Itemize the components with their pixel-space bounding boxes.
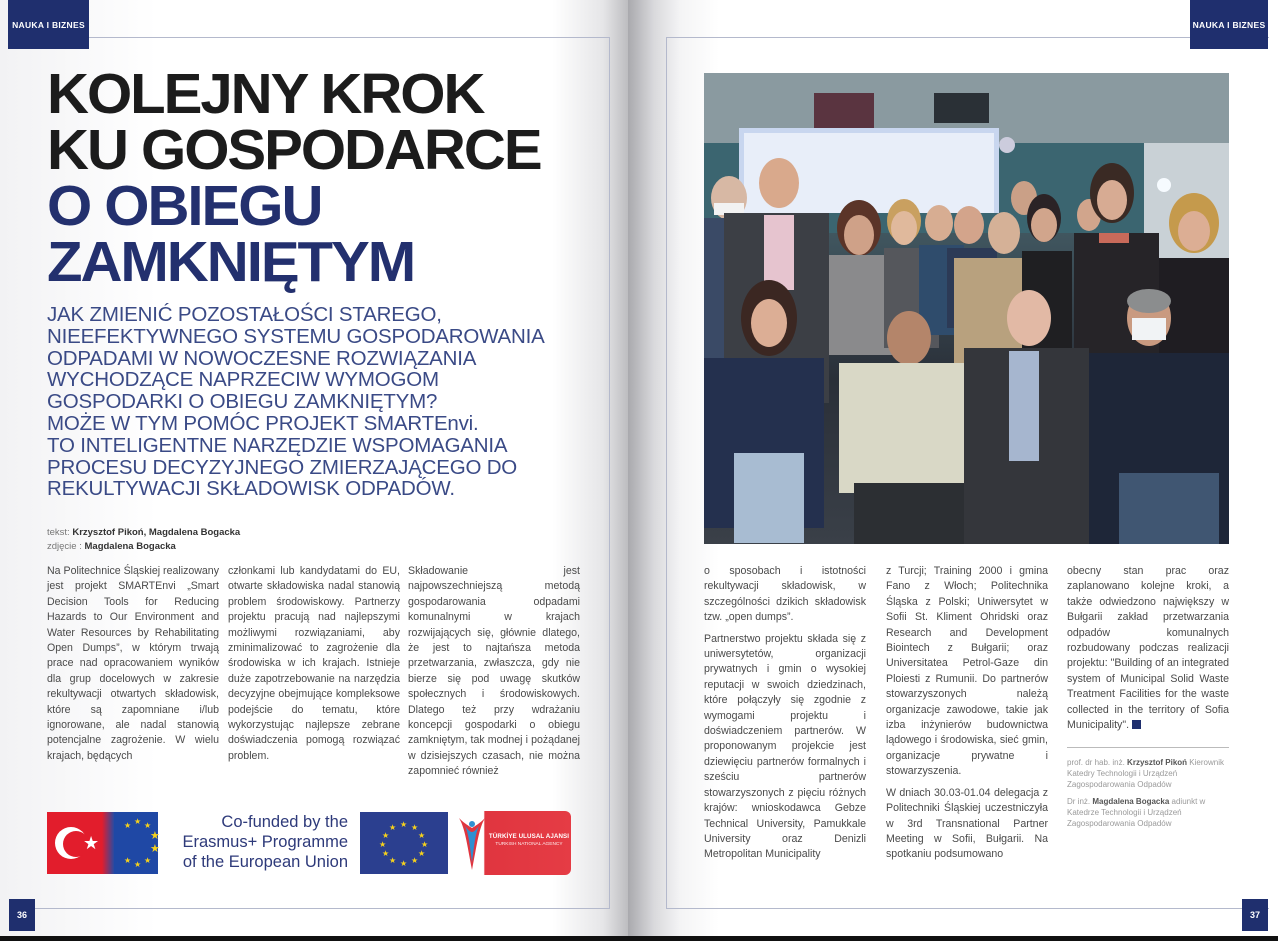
lead-line: GOSPODARKI O OBIEGU ZAMKNIĘTYM? xyxy=(47,390,438,414)
end-of-article-icon xyxy=(1132,720,1141,729)
section-tag: NAUKA I BIZNES xyxy=(8,0,89,49)
lead-line: JAK ZMIENIĆ POZOSTAŁOŚCI STAREGO, xyxy=(47,303,442,326)
tulip-figure-icon xyxy=(457,814,487,872)
article-headline xyxy=(47,62,541,294)
lead-line: MOŻE W TYM POMÓC PROJEKT SMARTEnvi. xyxy=(47,411,479,435)
group-photo-icon xyxy=(704,73,1229,544)
lead-line: ODPADAMI W NOWOCZESNE ROZWIĄZANIA xyxy=(47,346,477,370)
body-paragraph: członkami lub kandydatami do EU, otwarte składowiska nadal stanowią problem środowiskowy. Partnerzy projektu pracują nad najlepszymi możliwymi rozwiązaniami, aby zminimalizować to zagrożenie dla środowiska w ich krajach. Istnieje duże zapotrzebowanie na narzędzia decyzyjne obejmujące kompleksowe podejście do tematu, które wykorzystując najlepsze zebrane doświadczenia pomogą rozwiązać problem. xyxy=(228,565,400,762)
bio-prefix: prof. dr hab. inż. xyxy=(1067,758,1125,767)
lead-line: PROCESU DECYZYJNEGO ZMIERZAJĄCEGO DO xyxy=(47,455,518,479)
erasmus-cofunded-text xyxy=(165,812,348,872)
eu-flag-icon: ★ ★ ★ ★ ★ ★ ★ ★ ★ ★ ★ ★ xyxy=(360,812,448,874)
cofunded-line: Erasmus+ Programme xyxy=(182,833,348,851)
left-page xyxy=(0,0,628,936)
body-paragraph: z Turcji; Training 2000 i gmina Fano z Włoch; Politechnika Śląska z Polski; Uniwersytet w Sofii St. Kliment Ohridski oraz Research and Development Biointech z Bułgarii; oraz Universitatea Petrol-Gaze din Ploiesti z Rumunii. Do partnerów stowarzyszonych należą organizacje zawodowe, takie jak izba inżynierów budownictwa lądowego i środowiska, sieć gmin, organizacje prywatne i stowarzyszenia. xyxy=(886,565,1048,778)
body-paragraph: Na Politechnice Śląskiej realizowany jest projekt SMARTEnvi „Smart Decision Tools for Reducing Hazards to Our Environment and Water Resources by Rehabilitating Open Dumps”, w którym trwają prace nad opracowaniem wyników dla grup docelowych w zakresie rekultywacji otwartych składowisk, które są zapomniane i/lub ignorowane, ale nadal stanowią potencjalne zagrożenie. W wielu krajach, będących xyxy=(47,565,219,762)
turkey-flag-icon: ★ xyxy=(47,812,102,874)
body-paragraph xyxy=(1067,564,1229,733)
turkey-eu-flag-logo xyxy=(47,812,158,874)
body-paragraph: W dniach 30.03-01.04 delegacja z Politechniki Śląskiej uczestniczyła w 3rd Transnational Partner Meeting w Sofii, Bułgarii. Na spotkaniu podsumowano xyxy=(886,786,1048,861)
credit-text-label: tekst: xyxy=(47,527,70,538)
national-agency-name-en: TURKISH NATIONAL AGENCY xyxy=(495,842,563,847)
headline-line: O OBIEGU xyxy=(47,174,322,238)
headline-line: KU GOSPODARCE xyxy=(47,118,541,182)
cofunded-line: of the European Union xyxy=(182,853,348,871)
author-bio xyxy=(1067,758,1232,790)
group-photo xyxy=(704,73,1229,544)
body-column xyxy=(47,564,219,770)
author-bio xyxy=(1067,797,1232,829)
turkish-national-agency-logo xyxy=(453,811,571,875)
bio-role: adiunkt w Katedrze Technologii i Urządzeń Zagospodarowania Odpadów xyxy=(1067,797,1206,828)
lead-line: NIEEFEKTYWNEGO SYSTEMU GOSPODAROWANIA xyxy=(47,324,545,348)
bio-name: Magdalena Bogacka xyxy=(1092,797,1170,806)
headline-line: ZAMKNIĘTYM xyxy=(47,230,415,294)
headline-line: KOLEJNY KROK xyxy=(47,62,484,126)
bottom-edge xyxy=(0,936,1278,941)
lead-line: WYCHODZĄCE NAPRZECIW WYMOGOM xyxy=(47,368,439,392)
body-paragraph: o sposobach i istotności rekultywacji składowisk, w szczególności dzikich składowisk tzw. „open dumps”. xyxy=(704,565,866,624)
credit-photo-author: Magdalena Bogacka xyxy=(84,541,176,552)
bio-name: Krzysztof Pikoń xyxy=(1127,758,1188,767)
credit-text-authors: Krzysztof Pikoń, Magdalena Bogacka xyxy=(72,527,241,538)
credit-photo-label: zdjęcie : xyxy=(47,541,82,552)
body-column xyxy=(886,564,1048,869)
body-column xyxy=(408,564,580,786)
body-paragraph-text: obecny stan prac oraz zaplanowano kolejne kroki, a także odwiedzono największy w Bułgarii zakład przetwarzania odpadów komunalnych rozbudowany podczas realizacji projektu: "Building of an integrated system of Municipal Solid Waste Treatment Facilities for the waste collected in the territory of Sofia Municipality". xyxy=(1067,565,1229,732)
page-number: 36 xyxy=(9,899,35,931)
bio-divider xyxy=(1067,747,1229,748)
lead-line: REKULTYWACJI SKŁADOWISK ODPADÓW. xyxy=(47,477,455,501)
article-credits xyxy=(47,526,240,554)
eu-stars-icon: ★ ★ ★ ★ ★ ★ ★ ★ xyxy=(114,812,158,874)
page-number: 37 xyxy=(1242,899,1268,931)
article-lead xyxy=(47,304,607,500)
body-column xyxy=(1067,564,1229,739)
body-column xyxy=(228,564,400,770)
bio-prefix: Dr inż. xyxy=(1067,797,1091,806)
body-column xyxy=(704,564,866,869)
national-agency-name: TÜRKİYE ULUSAL AJANSI xyxy=(488,833,570,840)
national-agency-text xyxy=(487,833,571,847)
body-paragraph: Partnerstwo projektu składa się z uniwersytetów, organizacji prywatnych i gmin o wysokiej reputacji w swoich dziedzinach, które połączyły się zgodnie z wymogami projektu i doświadczeniem partnerów. W proponowanym projekcie jest dziewięciu partnerów formalnych i sześciu partnerów stowarzyszonych z pięciu różnych krajów: wnioskodawca Gebze Technical University, Pamukkale University oraz Denizli Metropolitan Municipality xyxy=(704,632,866,861)
lead-line: TO INTELIGENTNE NARZĘDZIE WSPOMAGANIA xyxy=(47,433,508,457)
cofunded-line: Co-funded by the xyxy=(221,813,348,831)
body-paragraph: Składowanie jest najpowszechniejszą metodą gospodarowania odpadami komunalnymi w krajach rozwijających się, głównie dlatego, że jest to najtańsza metoda przetwarzania, zwłaszcza, gdy nie bierze się pod uwagę skutków społecznych i środowiskowych. Dlatego też przy wdrażaniu koncepcji gospodarki o obiegu zamkniętym, tak modnej i pożądanej w dzisiejszych czasach, nie można zapomnieć również xyxy=(408,565,580,778)
bio-role: Kierownik Katedry Technologii i Urządzeń Zagospodarowania Odpadów xyxy=(1067,758,1224,789)
section-tag: NAUKA I BIZNES xyxy=(1190,0,1268,49)
